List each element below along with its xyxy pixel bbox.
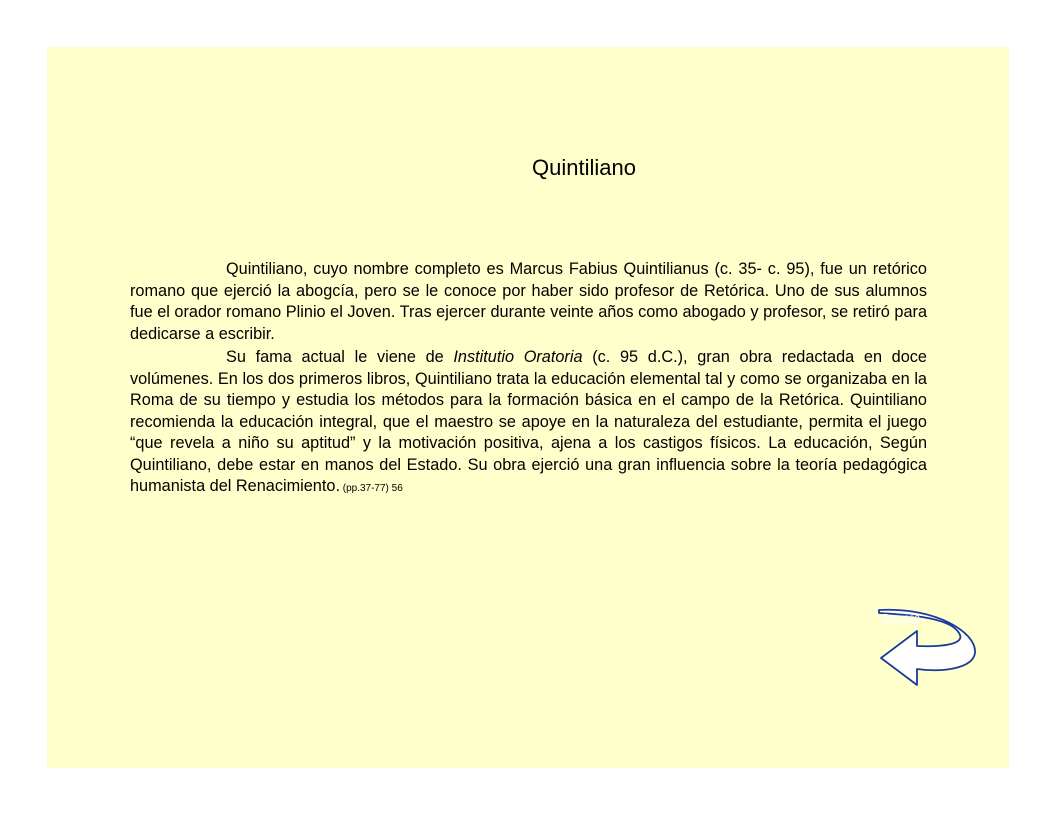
body-text — [130, 259, 927, 500]
page-reference: (pp.37-77) 56 — [339, 483, 403, 494]
return-link[interactable]: Regreso — [882, 613, 920, 624]
page-title: Quintiliano — [532, 155, 636, 180]
paragraph-2 — [130, 347, 927, 500]
return-control[interactable] — [877, 605, 977, 705]
paragraph-1: Quintiliano, cuyo nombre completo es Marcus Fabius Quintilianus (c. 35- c. 95), fue un retórico romano que ejerció la abogcía, pero se le conoce por haber sido profesor de Retórica. Uno de sus alumnos fue el orador romano Plinio el Joven. Tras ejercer durante veinte años como abogado y profesor, se retiró para dedicarse a escribir. — [130, 260, 927, 343]
slide — [47, 47, 1009, 768]
book-title: Institutio Oratoria — [453, 348, 583, 366]
paragraph-2-intro: Su fama actual le viene de — [226, 348, 454, 366]
paragraph-2-body: (c. 95 d.C.), gran obra redactada en doce volúmenes. En los dos primeros libros, Quintiliano trata la educación elemental tal y como se organizaba en la Roma de su tiempo y estudia los métodos para la formación básica en el campo de la Retórica. Quintiliano recomienda la educación integral, que el maestro se apoye en la naturaleza del estudiante, permita el juego “que revela a niño su aptitud” y la motivación positiva, ajena a los castigos físicos. La educación, Según Quintiliano, debe estar en manos del Estado. Su obra ejerció una gran influencia sobre la teoría pedagógica humanista del Renacimiento. — [130, 348, 927, 495]
